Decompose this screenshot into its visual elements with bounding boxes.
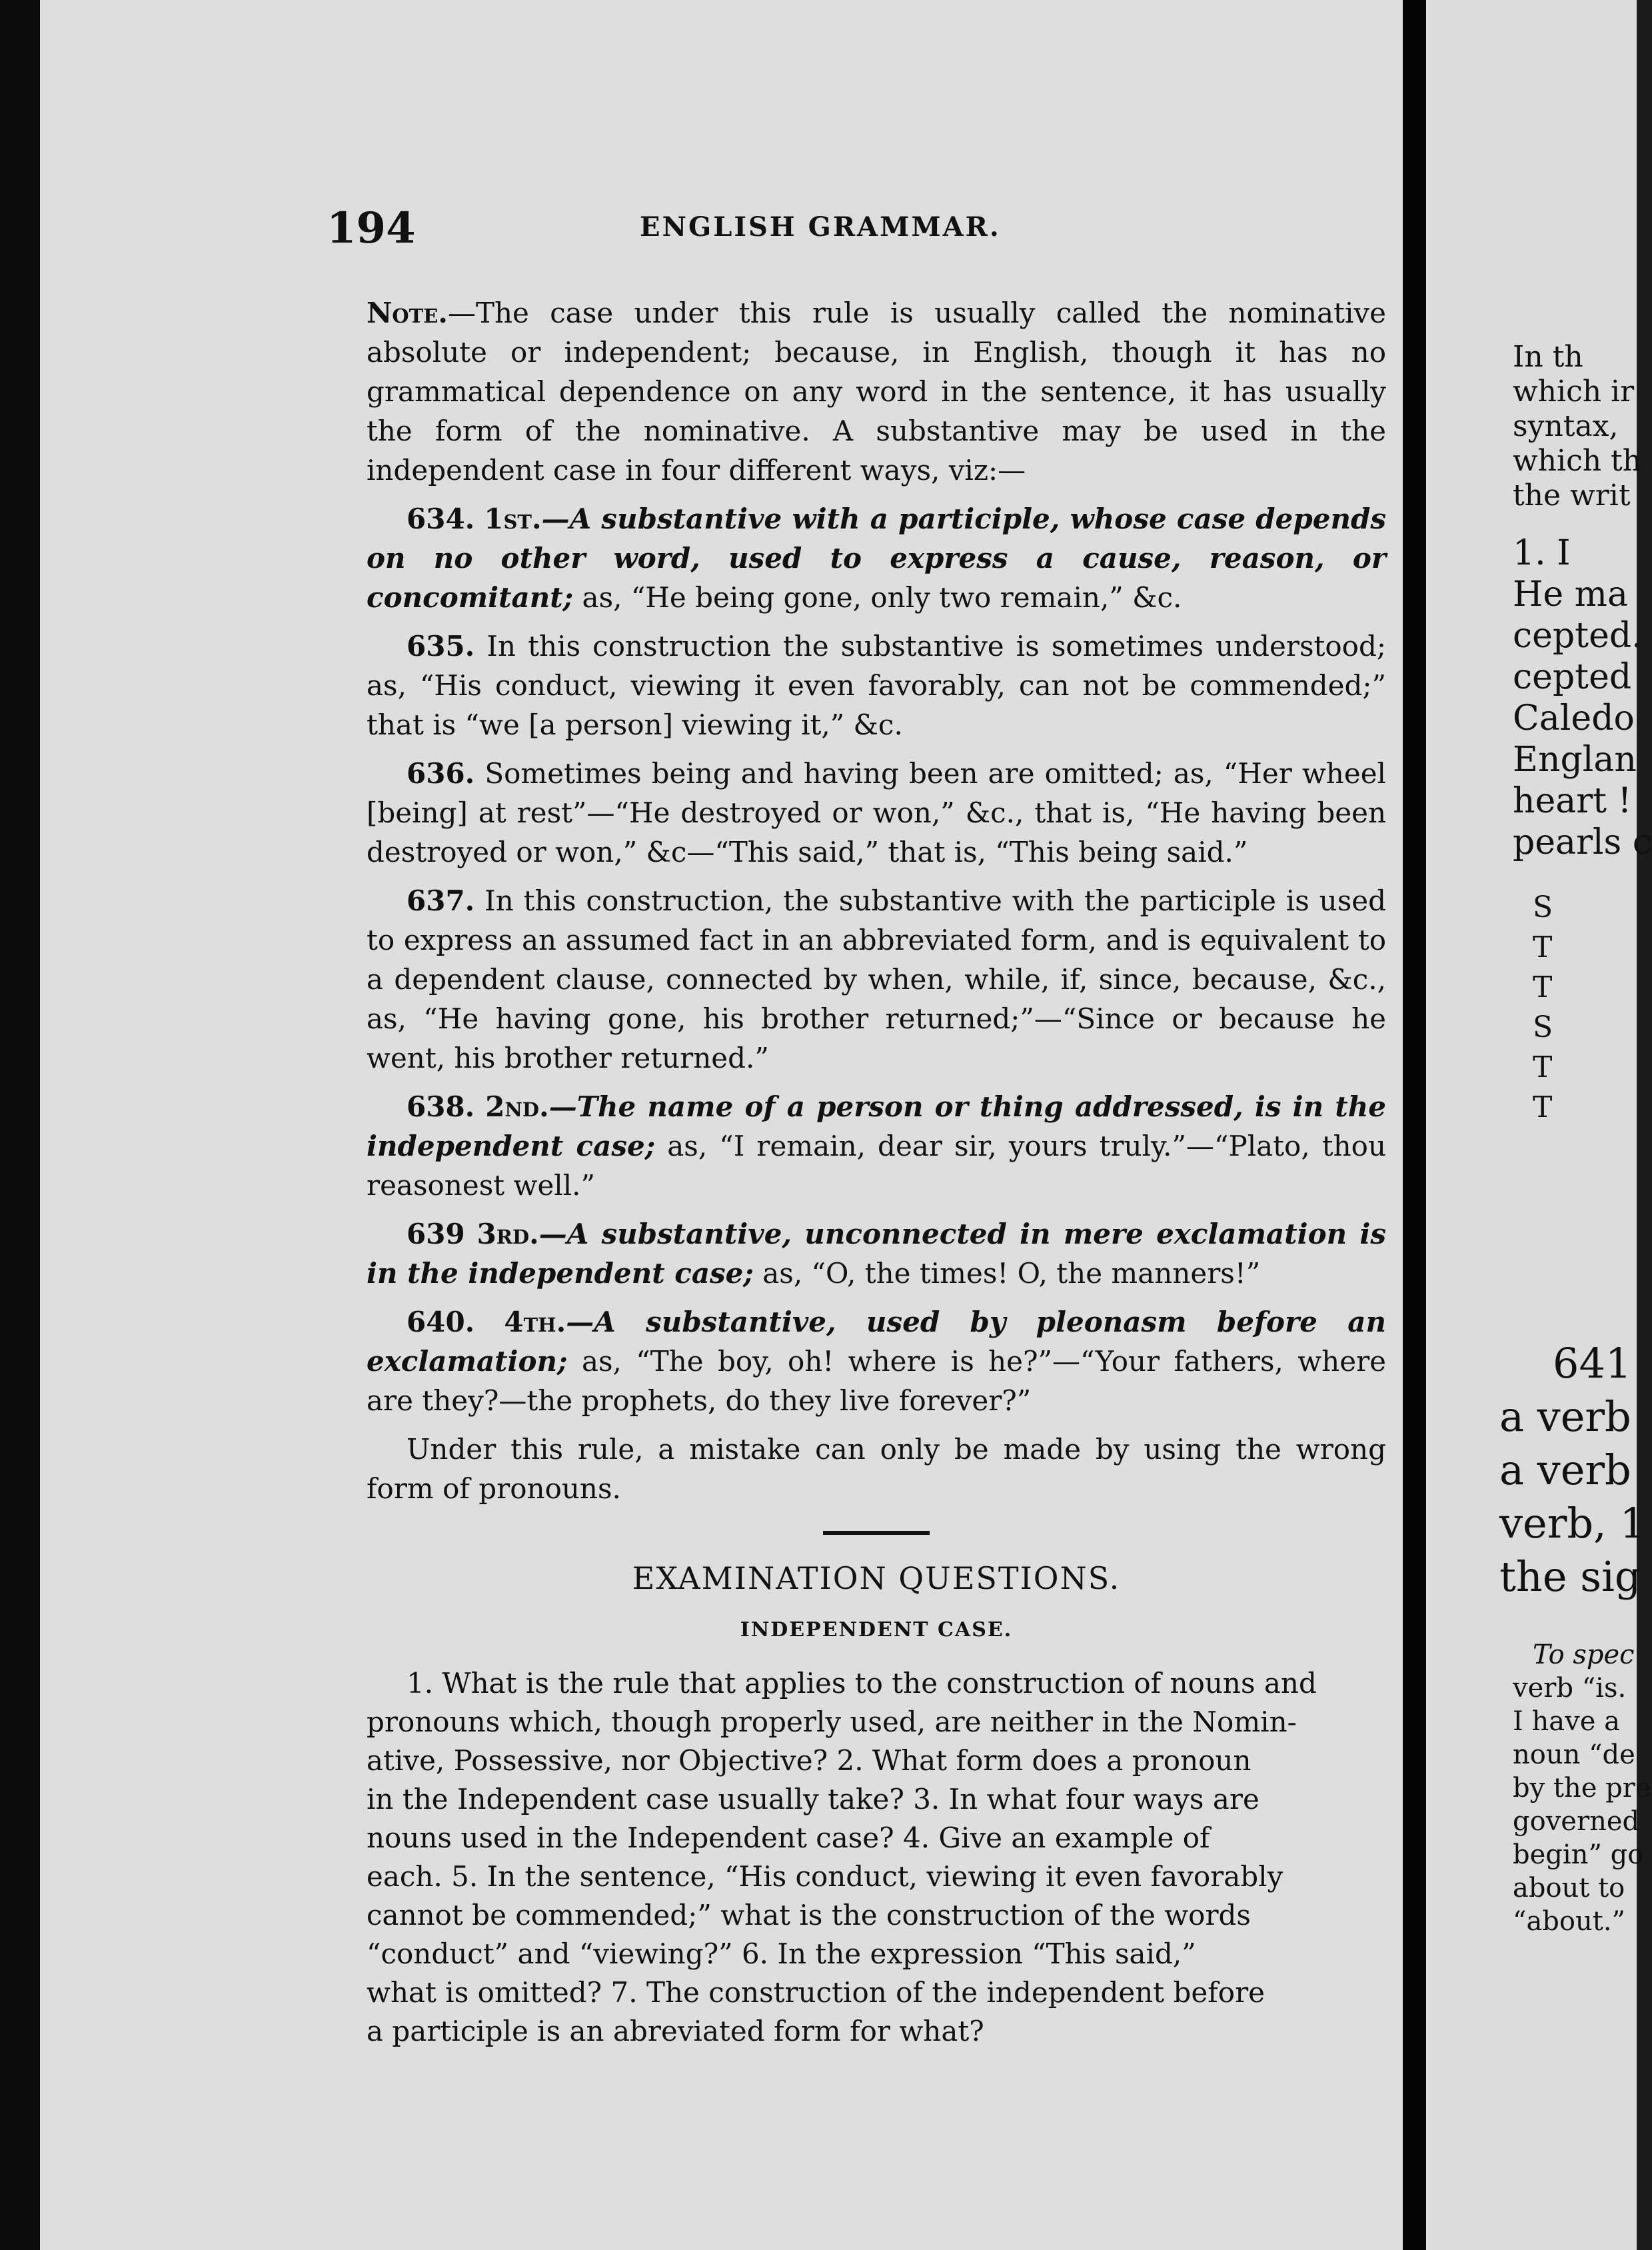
paragraph-text: In this construction, the substantive with the participle is used to express an assumed fact in an abbreviated form, and is equivalent to a dependent clause, connected by when, while, if, since, because, &c., as, “He having gone, his brother returned;”—“Since or because he went, his brother returned.” xyxy=(367,884,1386,1074)
paragraph-number: 634. xyxy=(407,503,475,535)
paragraph-638 xyxy=(367,1087,1386,1205)
right-page-line: S xyxy=(1533,1010,1553,1044)
right-page-line: begin” go xyxy=(1513,1839,1644,1870)
book-spine-left xyxy=(0,0,40,2250)
rule-label: 4th. xyxy=(504,1306,566,1338)
right-page-line: about to xyxy=(1513,1873,1625,1903)
rule-example: as, “The boy, oh! where is he?”—“Your fathers, where are they?—the prophets, do they live forever?” xyxy=(367,1345,1386,1417)
right-page-line: I have a xyxy=(1513,1706,1620,1737)
paragraph-634 xyxy=(367,499,1386,617)
question-line: each. 5. In the sentence, “His conduct, viewing it even favorably xyxy=(367,1860,1283,1893)
paragraph-text: In this construction the substantive is sometimes understood; as, “His conduct, viewing it even favorably, can not be commended;” that is “we [a person] viewing it,” &c. xyxy=(367,630,1386,741)
paragraph-text: Under this rule, a mistake can only be made by using the wrong form of pronouns. xyxy=(367,1433,1386,1505)
paragraph-637 xyxy=(367,881,1386,1078)
question-line: nouns used in the Independent case? 4. Give an example of xyxy=(367,1821,1210,1854)
right-page-line: a verb xyxy=(1499,1446,1631,1494)
right-page-line: heart ! xyxy=(1513,781,1632,821)
question-line: a participle is an abreviated form for what? xyxy=(367,2015,984,2047)
paragraph-number: 639 xyxy=(407,1218,465,1250)
section-title: EXAMINATION QUESTIONS. xyxy=(632,1560,1121,1596)
rule-label: 1st. xyxy=(484,503,542,535)
page-number: 194 xyxy=(327,203,416,253)
right-page-line: 641 xyxy=(1553,1339,1632,1388)
rule-label: 2nd. xyxy=(485,1090,549,1123)
question-line: ative, Possessive, nor Objective? 2. What form does a pronoun xyxy=(367,1744,1251,1777)
question-line: cannot be commended;” what is the construction of the words xyxy=(367,1899,1251,1931)
paragraph-639 xyxy=(367,1214,1386,1293)
examination-questions xyxy=(367,1664,1386,2051)
right-page-line: by the pre xyxy=(1513,1773,1651,1803)
right-page-line: the writ xyxy=(1513,479,1631,513)
paragraph-635 xyxy=(367,626,1386,744)
right-page-line: governed xyxy=(1513,1806,1640,1837)
right-page-line: cepted xyxy=(1513,657,1632,697)
book-gutter xyxy=(1403,0,1426,2250)
right-page-line: cepted. xyxy=(1513,616,1643,656)
left-page xyxy=(40,0,1403,2250)
right-page-line: Englan xyxy=(1513,740,1637,780)
subsection-title: INDEPENDENT CASE. xyxy=(740,1618,1013,1642)
paragraph-text: Sometimes being and having been are omitted; as, “Her wheel [being] at rest”—“He destroyed or won,” &c., that is, “He having been destroyed or won,” &c—“This said,” that is, “This being said.” xyxy=(367,757,1386,868)
paragraph-number: 638. xyxy=(407,1090,475,1123)
question-line: what is omitted? 7. The construction of the independent before xyxy=(367,1976,1265,2009)
paragraph-636 xyxy=(367,754,1386,872)
paragraph-number: 635. xyxy=(407,630,475,662)
right-page-line: S xyxy=(1533,890,1553,924)
right-page-line: T xyxy=(1533,970,1553,1004)
section-divider xyxy=(823,1531,930,1535)
right-page-line: “about.” xyxy=(1513,1906,1625,1937)
rule-example: as, “I remain, dear sir, yours truly.”—“Plato, thou reasonest well.” xyxy=(367,1130,1387,1202)
paragraph-number: 640. xyxy=(407,1306,475,1338)
right-page-line: To spec xyxy=(1533,1640,1635,1670)
right-page-line: 1. I xyxy=(1513,533,1571,573)
rule-text: —The name of a person or thing addressed, is in the independent case; xyxy=(367,1090,1386,1162)
right-page-line: the sig xyxy=(1499,1552,1641,1601)
running-head xyxy=(327,203,1393,257)
question-line: pronouns which, though properly used, are neither in the Nomin- xyxy=(367,1705,1297,1738)
note-paragraph xyxy=(367,293,1386,490)
rule-label: 3rd. xyxy=(476,1218,539,1250)
paragraph-number: 636. xyxy=(407,757,475,790)
right-page-line: a verb xyxy=(1499,1392,1631,1441)
right-page-line: In th xyxy=(1513,340,1583,374)
rule-example: as, “He being gone, only two remain,” &c. xyxy=(573,581,1182,614)
paragraph-number: 637. xyxy=(407,884,475,917)
rule-text: —A substantive, used by pleonasm before an exclamation; xyxy=(367,1306,1386,1378)
right-page-line: which ir xyxy=(1513,375,1635,409)
question-line: “conduct” and “viewing?” 6. In the expression “This said,” xyxy=(367,1937,1196,1970)
right-page-line: syntax, xyxy=(1513,409,1619,443)
right-page-line: T xyxy=(1533,1090,1553,1124)
right-page-line: T xyxy=(1533,930,1553,964)
rule-text: —A substantive, unconnected in mere exclamation is in the independent case; xyxy=(367,1218,1386,1290)
right-page-line: verb “is. xyxy=(1513,1673,1627,1703)
right-page-line: Caledo xyxy=(1513,698,1635,738)
question-line: in the Independent case usually take? 3. In what four ways are xyxy=(367,1783,1259,1815)
rule-example: as, “O, the times! O, the manners!” xyxy=(753,1257,1261,1290)
note-text: —The case under this rule is usually called the nominative absolute or independent; because, in English, though it has no grammatical dependence on any word in the sentence, it has usually the form of the nominative. A substantive may be used in the independent case in four different ways, viz:— xyxy=(367,297,1386,487)
body-text xyxy=(367,293,1386,2051)
note-label: Note. xyxy=(367,297,448,329)
paragraph-640 xyxy=(367,1302,1386,1420)
right-page-line: pearls c xyxy=(1513,822,1652,862)
right-page-line: noun “de xyxy=(1513,1739,1635,1770)
right-page-line: T xyxy=(1533,1050,1553,1084)
rule-text: —A substantive with a participle, whose case depends on no other word, used to express a cause, reason, or concomitant; xyxy=(367,503,1386,614)
question-line: 1. What is the rule that applies to the construction of nouns and xyxy=(407,1667,1317,1699)
right-page xyxy=(1426,0,1652,2250)
closing-paragraph xyxy=(367,1430,1386,1508)
right-page-line: verb, 1 xyxy=(1499,1499,1646,1548)
right-page-line: He ma xyxy=(1513,574,1628,614)
running-head-title: ENGLISH GRAMMAR. xyxy=(640,211,1001,243)
right-page-line: which th xyxy=(1513,444,1642,478)
